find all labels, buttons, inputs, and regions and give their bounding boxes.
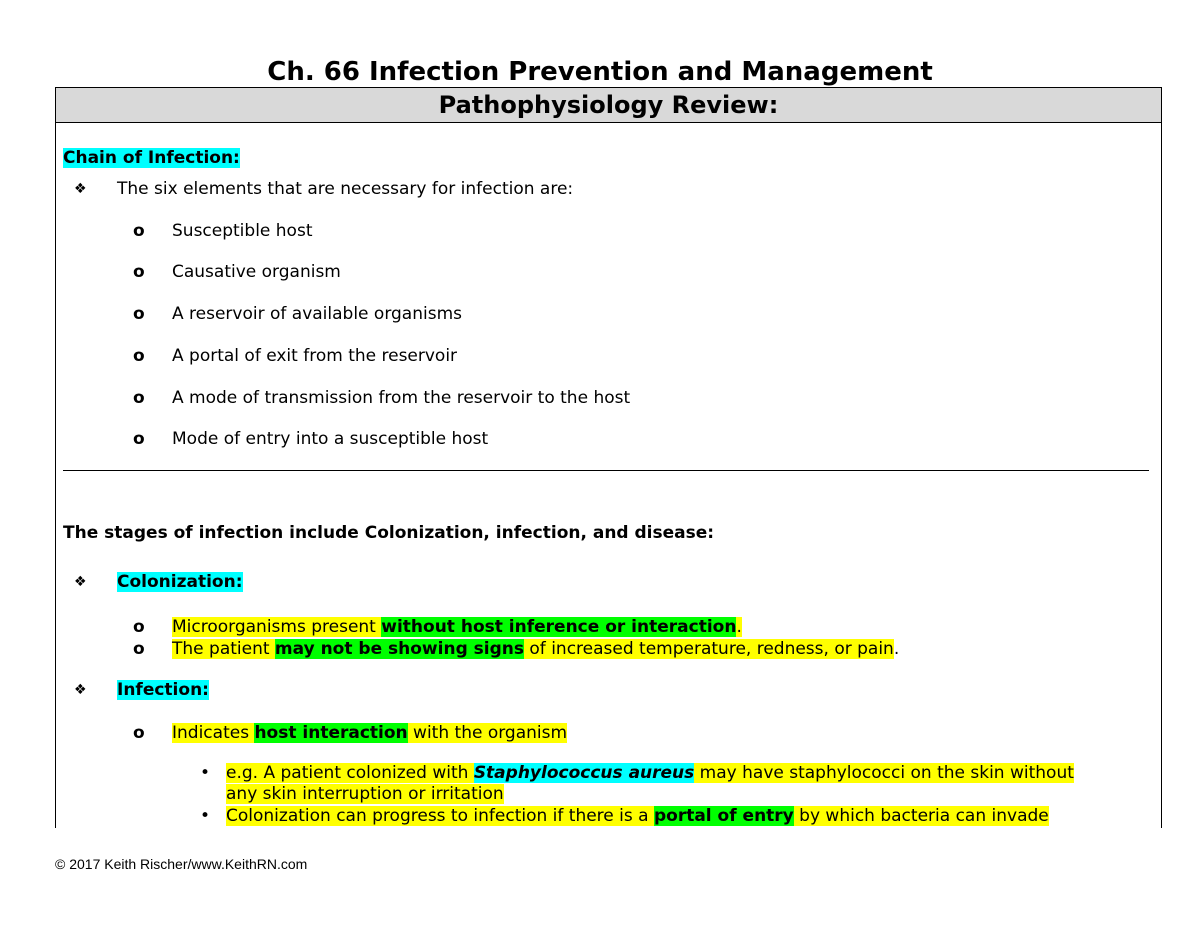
diamond-bullet-icon: ❖ (74, 682, 87, 698)
infection-bullet-1-cont (226, 784, 504, 805)
chain-item: Causative organism (172, 262, 341, 282)
section-header: Pathophysiology Review: (56, 88, 1161, 123)
text-segment: . (893, 639, 900, 659)
infection-label (117, 680, 209, 701)
text-segment: The patient (172, 639, 275, 659)
infection-bullet-1 (226, 763, 1074, 784)
circle-bullet-icon: o (133, 723, 145, 743)
emphasis-segment: without host inference or interaction (381, 617, 737, 637)
circle-bullet-icon: o (133, 617, 145, 637)
circle-bullet-icon: o (133, 346, 145, 366)
circle-bullet-icon: o (133, 639, 145, 659)
chain-item: A mode of transmission from the reservoir to the host (172, 388, 631, 408)
infection-item (172, 723, 567, 744)
infection-label-text: Infection: (117, 680, 209, 700)
text-segment: . (736, 617, 742, 637)
chain-item: Susceptible host (172, 221, 313, 241)
chain-intro: The six elements that are necessary for infection are: (117, 179, 574, 199)
infection-bullet-2 (226, 806, 1049, 827)
text-segment: with the organism (407, 723, 568, 743)
dot-bullet-icon: • (200, 806, 211, 826)
circle-bullet-icon: o (133, 304, 145, 324)
document-title: Ch. 66 Infection Prevention and Management (267, 57, 933, 87)
text-segment: any skin interruption or irritation (226, 784, 504, 804)
diamond-bullet-icon: ❖ (74, 181, 87, 197)
chain-item: Mode of entry into a susceptible host (172, 429, 489, 449)
chain-heading (63, 148, 240, 169)
colonization-line-1 (172, 617, 742, 638)
text-segment: Colonization can progress to infection if there is a (226, 806, 654, 826)
stages-heading: The stages of infection include Colonization, infection, and disease: (63, 523, 715, 543)
chain-heading-text: Chain of Infection: (63, 148, 240, 168)
colonization-label-text: Colonization: (117, 572, 243, 592)
copyright-footer: © 2017 Keith Rischer/www.KeithRN.com (55, 856, 308, 872)
dot-bullet-icon: • (200, 763, 211, 783)
colonization-line-2 (172, 639, 899, 660)
text-segment: may have staphylococci on the skin without (694, 763, 1074, 783)
chain-item: A reservoir of available organisms (172, 304, 462, 324)
circle-bullet-icon: o (133, 262, 145, 282)
diamond-bullet-icon: ❖ (74, 574, 87, 590)
text-segment: of increased temperature, redness, or pain (524, 639, 894, 659)
text-segment: e.g. A patient colonized with (226, 763, 474, 783)
emphasis-segment: may not be showing signs (274, 639, 524, 659)
text-segment: Microorganisms present (172, 617, 382, 637)
colonization-label (117, 572, 243, 593)
organism-name: Staphylococcus aureus (473, 763, 695, 783)
emphasis-segment: host interaction (254, 723, 408, 743)
emphasis-segment: portal of entry (653, 806, 794, 826)
section-divider (63, 470, 1149, 471)
text-segment: Indicates (172, 723, 255, 743)
chain-item: A portal of exit from the reservoir (172, 346, 458, 366)
circle-bullet-icon: o (133, 429, 145, 449)
circle-bullet-icon: o (133, 221, 145, 241)
circle-bullet-icon: o (133, 388, 145, 408)
text-segment: by which bacteria can invade (793, 806, 1049, 826)
